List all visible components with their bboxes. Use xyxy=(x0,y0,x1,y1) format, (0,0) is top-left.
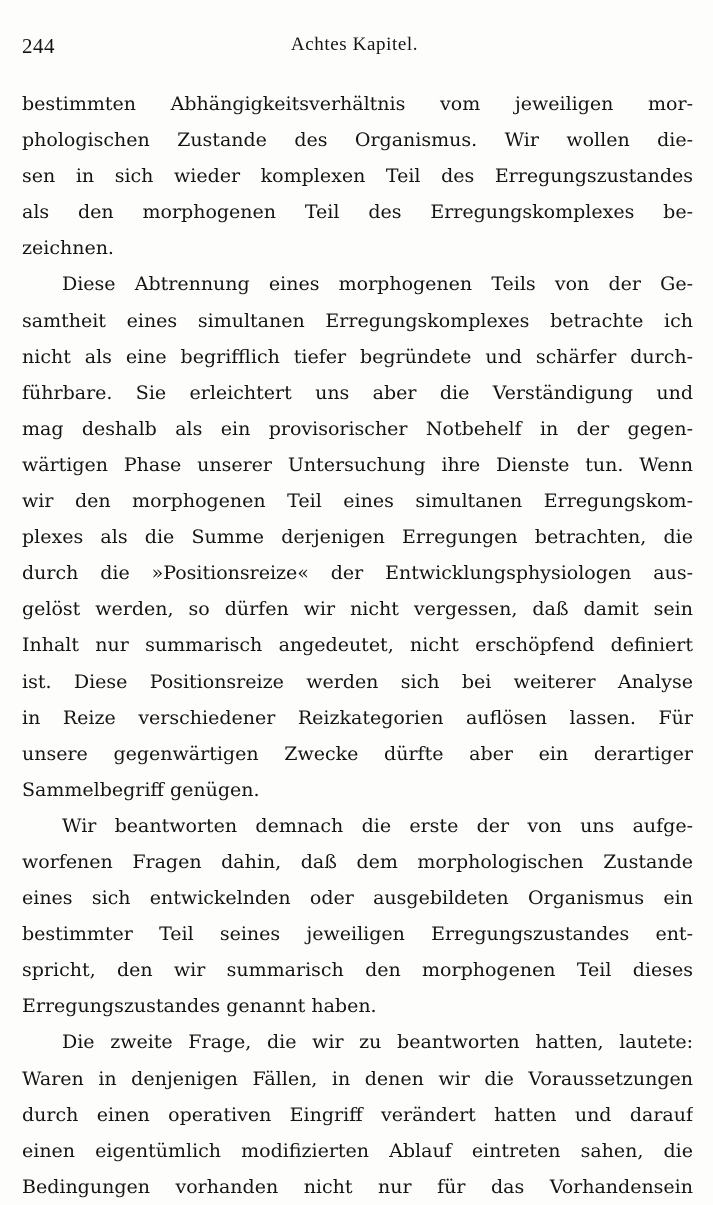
text-line: Inhalt nur summarisch angedeutet, nicht erschöpfend definiert xyxy=(22,634,693,657)
text-line: bestimmter Teil seines jeweiligen Erregungszustandes ent- xyxy=(22,923,693,946)
text-line: als den morphogenen Teil des Erregungskomplexes be- xyxy=(22,201,693,224)
text-line: Bedingungen vorhanden nicht nur für das Vorhandensein xyxy=(22,1175,693,1198)
text-line: Diese Abtrennung eines morphogenen Teils von der Ge- xyxy=(62,273,693,296)
text-line: durch einen operativen Eingriff verändert hatten und darauf xyxy=(22,1103,693,1126)
paragraph xyxy=(22,1024,693,1204)
text-line: gelöst werden, so dürfen wir nicht vergessen, daß damit sein xyxy=(22,598,693,621)
text-line: Erregungszustandes genannt haben. xyxy=(22,995,377,1018)
text-line: samtheit eines simultanen Erregungskomplexes betrachte ich xyxy=(22,309,693,332)
text-line: spricht, den wir summarisch den morphogenen Teil dieses xyxy=(22,959,693,982)
body-text xyxy=(22,86,693,1205)
running-head: Achtes Kapitel. xyxy=(290,34,419,55)
text-line: unsere gegenwärtigen Zwecke dürfte aber ein derartiger xyxy=(22,742,693,765)
text-line: ist. Diese Positionsreize werden sich bei weiterer Analyse xyxy=(22,670,693,693)
text-line: in Reize verschiedener Reizkategorien auflösen lassen. Für xyxy=(22,706,693,729)
text-line: wir den morphogenen Teil eines simultanen Erregungskom- xyxy=(22,490,693,513)
text-line: einen eigentümlich modifizierten Ablauf eintreten sahen, die xyxy=(22,1139,693,1162)
text-line: mag deshalb als ein provisorischer Notbehelf in der gegen- xyxy=(22,417,693,440)
text-line: durch die »Positionsreize« der Entwicklungsphysiologen aus- xyxy=(22,562,693,585)
text-line: sen in sich wieder komplexen Teil des Erregungszustandes xyxy=(22,165,693,188)
text-line: wärtigen Phase unserer Untersuchung ihre Dienste tun. Wenn xyxy=(22,453,693,476)
text-line: eines sich entwickelnden oder ausgebildeten Organismus ein xyxy=(22,887,693,910)
text-line: plexes als die Summe derjenigen Erregungen betrachten, die xyxy=(22,526,693,549)
text-line: nicht als eine begrifflich tiefer begründete und schärfer durch- xyxy=(22,345,693,368)
text-line: Waren in denjenigen Fällen, in denen wir die Voraussetzungen xyxy=(22,1067,693,1090)
paragraph xyxy=(22,808,693,1025)
text-line: worfenen Fragen dahin, daß dem morphologischen Zustande xyxy=(22,850,693,873)
text-line: zeichnen. xyxy=(22,237,114,260)
text-line: Die zweite Frage, die wir zu beantworten hatten, lautete: xyxy=(62,1031,693,1054)
text-line: Wir beantworten demnach die erste der von uns aufge- xyxy=(62,814,693,837)
text-line: bestimmten Abhängigkeitsverhältnis vom jeweiligen mor- xyxy=(22,93,693,115)
page-number: 244 xyxy=(22,34,55,58)
text-line: phologischen Zustande des Organismus. Wir wollen die- xyxy=(22,129,693,152)
page-header xyxy=(22,34,687,64)
text-line: führbare. Sie erleichtert uns aber die Verständigung und xyxy=(22,381,693,404)
text-line: Sammelbegriff genügen. xyxy=(22,778,260,801)
paragraph xyxy=(22,266,693,807)
paragraph xyxy=(22,86,693,266)
